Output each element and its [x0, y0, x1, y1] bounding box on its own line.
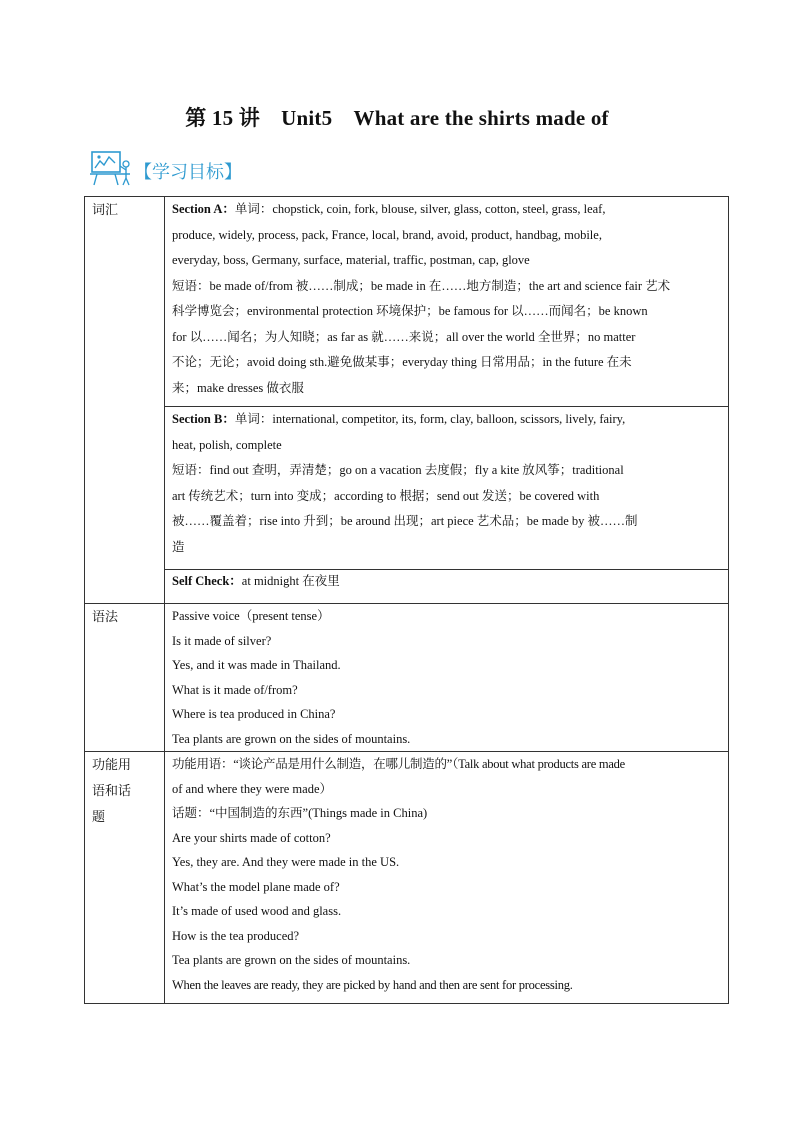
section-b-line: 造	[172, 539, 185, 554]
function-line: Tea plants are grown on the sides of mountains.	[172, 953, 411, 967]
grammar-cell	[165, 604, 729, 752]
function-line: What’s the model plane made of?	[172, 879, 340, 894]
function-line: Yes, they are. And they were made in the US.	[172, 855, 400, 869]
learning-objectives-header	[88, 150, 242, 186]
grammar-line: Yes, and it was made in Thailand.	[172, 658, 341, 672]
category-line: 功能用	[92, 758, 132, 773]
table-row	[85, 604, 729, 752]
section-b-line: 被……覆盖着；rise into 升到；be around 出现；art piece 艺术品；be made by 被……制	[172, 514, 638, 528]
section-a-cell	[165, 197, 729, 407]
self-check-heading: Self Check：	[172, 574, 242, 588]
category-grammar: 语法	[85, 604, 165, 752]
section-a-line: produce, widely, process, pack, France, local, brand, avoid, product, handbag, mobile,	[172, 227, 602, 242]
function-line: 功能用语：“谈论产品是用什么制造，在哪儿制造的”（Talk about what products are made	[172, 757, 625, 771]
table-row	[85, 407, 729, 570]
page-title: 第 15 讲 Unit5 What are the shirts made of	[185, 106, 609, 130]
objectives-label: 【学习目标】	[134, 162, 242, 183]
grammar-line: What is it made of/from?	[172, 682, 298, 697]
function-line: How is the tea produced?	[172, 928, 300, 943]
table-row	[85, 570, 729, 604]
category-function-topic	[85, 752, 165, 1004]
self-check-cell	[165, 570, 729, 604]
section-b-line: art 传统艺术；turn into 变成；according to 根据；send out 发送；be covered with	[172, 488, 600, 503]
section-b-line: heat, polish, complete	[172, 437, 282, 452]
section-a-line: 科学博览会；environmental protection 环境保护；be famous for 以……而闻名；be known	[172, 304, 648, 318]
section-a-line: 短语：be made of/from 被……制成；be made in 在……地方制造；the art and science fair 艺术	[172, 278, 671, 293]
section-b-cell	[165, 407, 729, 570]
function-line: Are your shirts made of cotton?	[172, 830, 331, 845]
table-row	[85, 752, 729, 1004]
self-check-line: Self Check：at midnight 在夜里	[172, 574, 340, 588]
section-a-line: Section A：单词：chopstick, coin, fork, blouse, silver, glass, cotton, steel, grass, leaf,	[172, 202, 606, 216]
category-vocab: 词汇	[85, 197, 165, 604]
presentation-board-icon	[88, 150, 132, 186]
section-a-line: for 以……闻名；为人知晓；as far as 就……来说；all over the world 全世界；no matter	[172, 329, 636, 344]
section-a-line: everyday, boss, Germany, surface, material, traffic, postman, cap, glove	[172, 253, 530, 267]
function-line: It’s made of used wood and glass.	[172, 904, 342, 918]
section-a-line: 不论；无论；avoid doing sth.避免做某事；everyday thing 日常用品；in the future 在未	[172, 355, 632, 369]
section-b-line: Section B：单词：international, competitor, its, form, clay, balloon, scissors, lively, fairy,	[172, 412, 626, 426]
grammar-line: Passive voice（present tense）	[172, 609, 330, 623]
table-row	[85, 197, 729, 407]
category-line: 题	[92, 810, 106, 825]
section-b-line: 短语：find out 查明，弄清楚；go on a vacation 去度假；fly a kite 放风筝；traditional	[172, 463, 624, 477]
grammar-line: Tea plants are grown on the sides of mountains.	[172, 731, 411, 746]
function-line: of and where they were made）	[172, 781, 332, 796]
objectives-table	[84, 196, 729, 1004]
category-line: 语和话	[92, 784, 132, 799]
section-a-line: 来；make dresses 做衣服	[172, 380, 304, 395]
section-b-heading: Section B：	[172, 412, 235, 426]
section-a-heading: Section A：	[172, 202, 235, 216]
function-cell	[165, 752, 729, 1004]
function-line: 话题：“中国制造的东西”(Things made in China)	[172, 806, 428, 820]
grammar-line: Where is tea produced in China?	[172, 707, 336, 721]
function-line: When the leaves are ready, they are picked by hand and then are sent for processing.	[172, 977, 573, 992]
grammar-line: Is it made of silver?	[172, 633, 272, 648]
